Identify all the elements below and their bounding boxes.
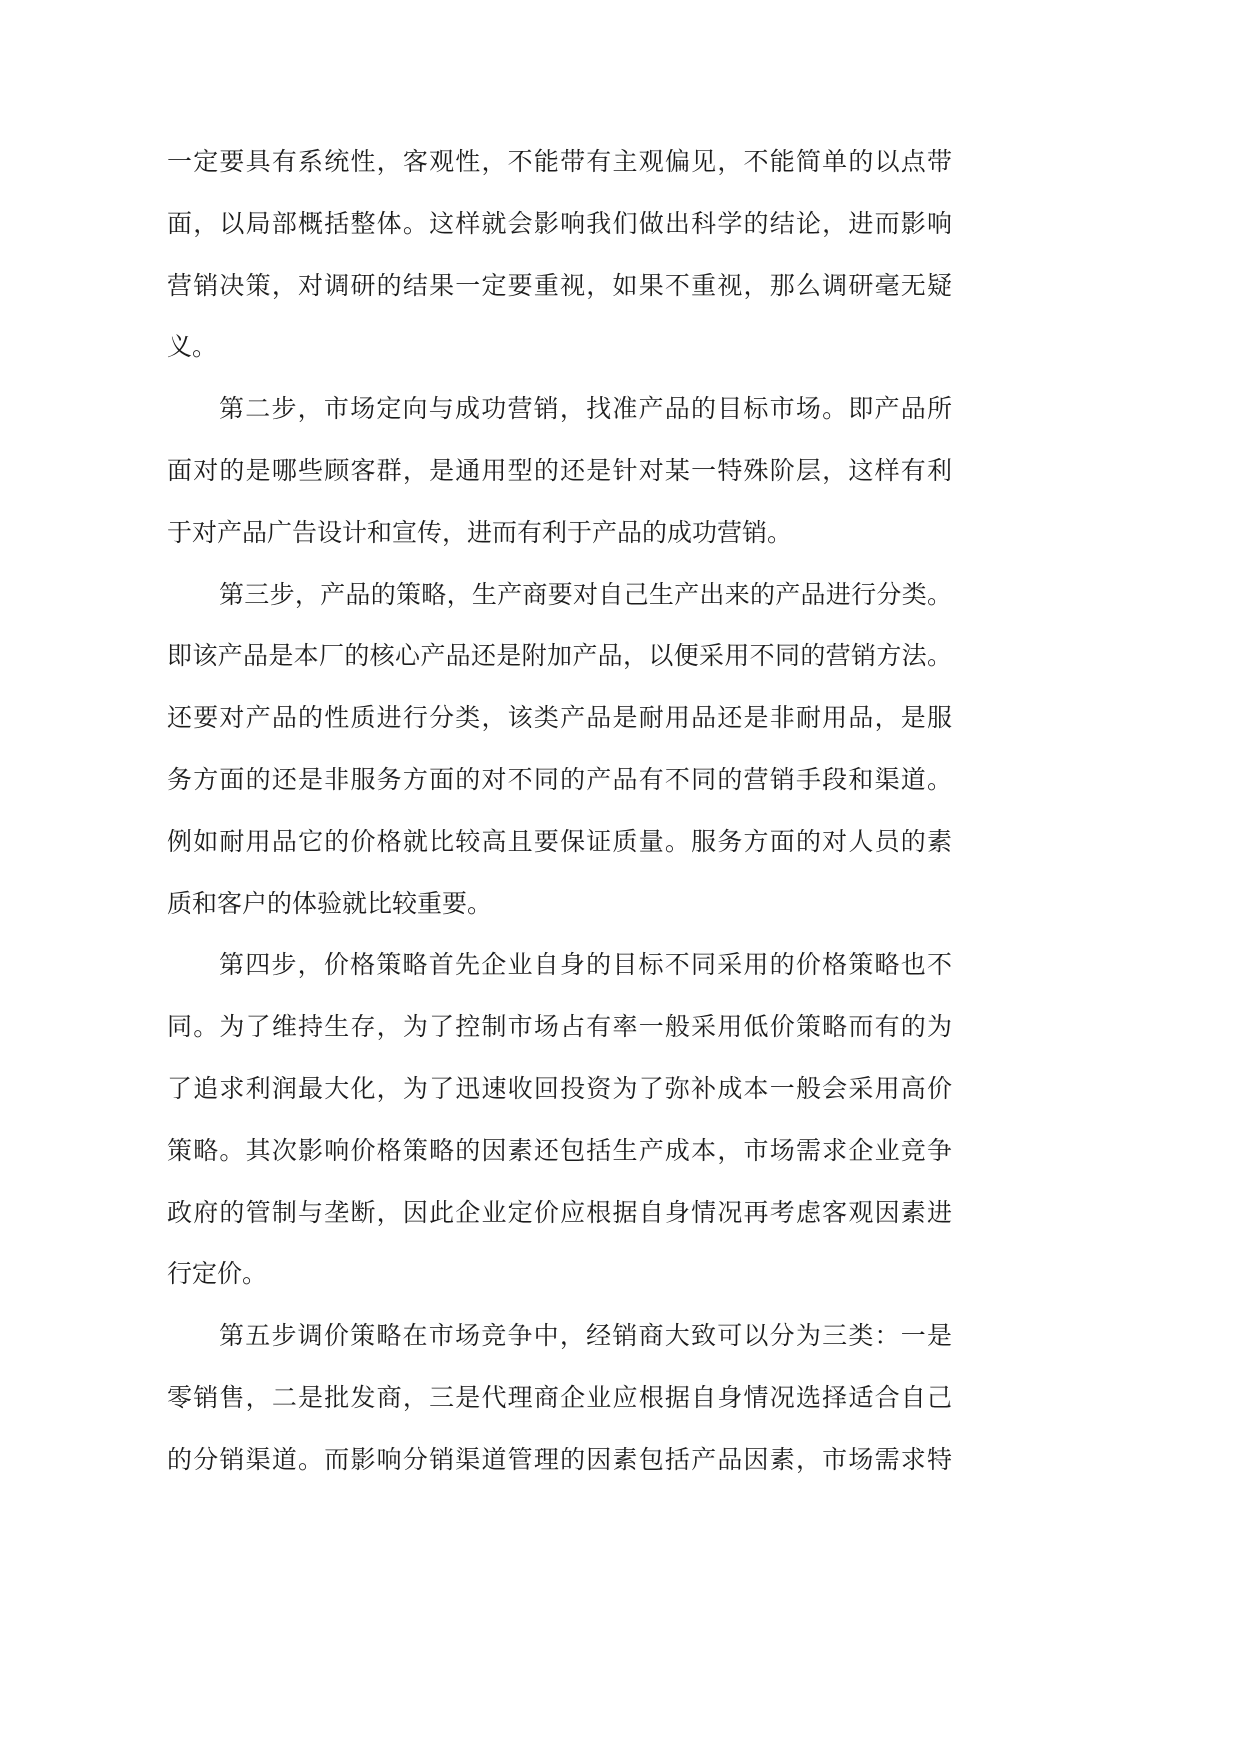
text-line: 质和客户的体验就比较重要。 — [167, 888, 493, 918]
text-line: 政府的管制与垄断，因此企业定价应根据自身情况再考虑客观因素进 — [167, 1197, 952, 1227]
text-line: 了追求利润最大化，为了迅速收回投资为了弥补成本一般会采用高价 — [167, 1073, 952, 1103]
text-line: 于对产品广告设计和宣传，进而有利于产品的成功营销。 — [167, 517, 793, 547]
text-line: 零销售，二是批发商，三是代理商企业应根据自身情况选择适合自己 — [167, 1382, 952, 1412]
paragraph-first-line: 第二步，市场定向与成功营销，找准产品的目标市场。即产品所 — [219, 394, 952, 424]
paragraph-first-line: 第三步，产品的策略，生产商要对自己生产出来的产品进行分类。 — [219, 579, 952, 609]
text-line: 还要对产品的性质进行分类，该类产品是耐用品还是非耐用品，是服 — [167, 703, 952, 733]
text-line: 面对的是哪些顾客群，是通用型的还是针对某一特殊阶层，这样有利 — [167, 455, 952, 485]
body-text — [167, 131, 952, 1491]
text-line: 同。为了维持生存，为了控制市场占有率一般采用低价策略而有的为 — [167, 1012, 952, 1042]
text-line: 面，以局部概括整体。这样就会影响我们做出科学的结论，进而影响 — [167, 208, 952, 238]
text-line: 行定价。 — [167, 1259, 268, 1289]
text-line: 策略。其次影响价格策略的因素还包括生产成本，市场需求企业竞争 — [167, 1135, 952, 1165]
text-line: 一定要具有系统性，客观性，不能带有主观偏见，不能简单的以点带 — [167, 147, 952, 176]
text-line: 营销决策，对调研的结果一定要重视，如果不重视，那么调研毫无疑 — [167, 270, 952, 300]
paragraph-first-line: 第四步，价格策略首先企业自身的目标不同采用的价格策略也不 — [219, 950, 952, 980]
text-line: 即该产品是本厂的核心产品还是附加产品，以便采用不同的营销方法。 — [167, 641, 952, 671]
text-line: 的分销渠道。而影响分销渠道管理的因素包括产品因素，市场需求特 — [167, 1444, 952, 1474]
text-line: 义。 — [167, 332, 218, 362]
text-line: 务方面的还是非服务方面的对不同的产品有不同的营销手段和渠道。 — [167, 764, 952, 794]
paragraph-first-line: 第五步调价策略在市场竞争中，经销商大致可以分为三类：一是 — [219, 1321, 952, 1351]
text-line: 例如耐用品它的价格就比较高且要保证质量。服务方面的对人员的素 — [167, 826, 952, 856]
